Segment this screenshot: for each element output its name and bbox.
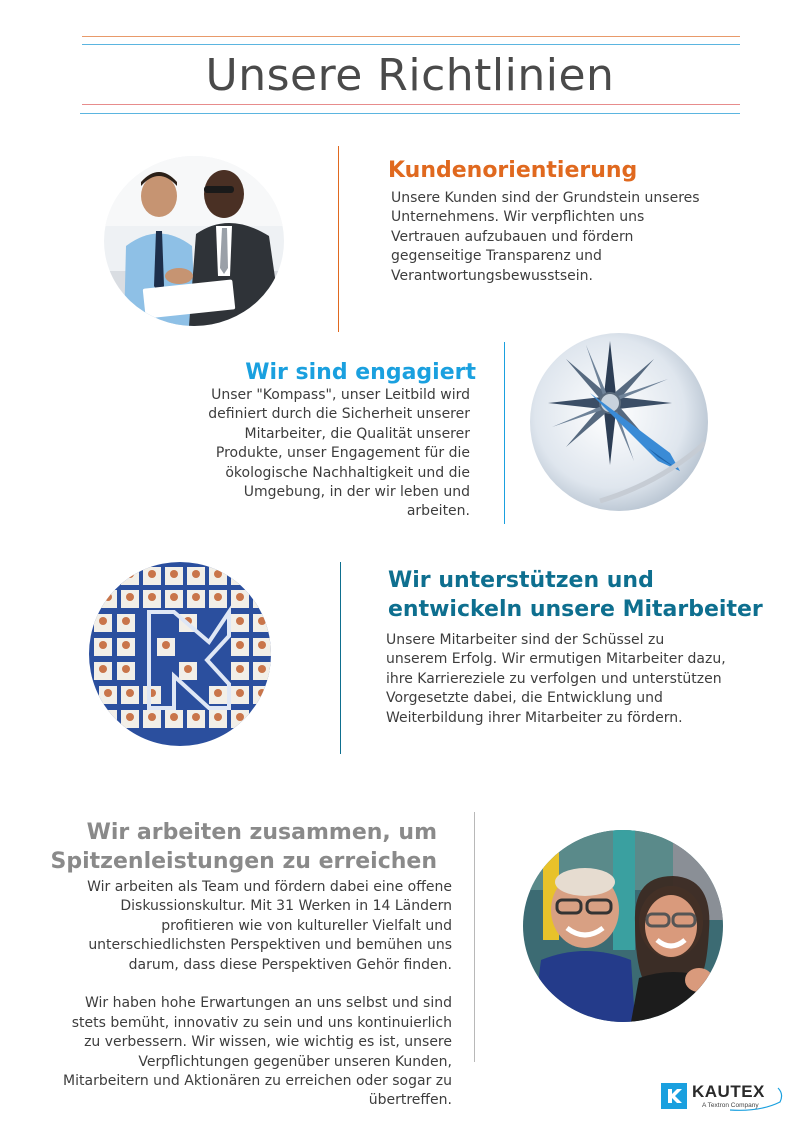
section-3-text [386, 631, 766, 728]
section-2-heading: Wir sind engagiert [245, 360, 476, 385]
section-3-heading-line-1: Wir unterstützen und [388, 568, 654, 593]
section-4-divider [474, 812, 475, 1062]
header-rule-top-blue [82, 44, 740, 45]
section-3-paragraph: Unsere Mitarbeiter sind der Schüssel zu unserem Erfolg. Wir ermutigen Mitarbeiter dazu, ihre Karriereziele zu verfolgen und unterstützen Vorgesetzte dabei, die Entwicklung und Weiterbildung ihrer Mitarbeiter zu fördern. [386, 632, 726, 726]
section-2-text [170, 386, 470, 522]
section-4-paragraph-2: Wir haben hohe Erwartungen an uns selbst und sind stets bemüht, innovativ zu sein und uns kontinuierlich zu verbessern. Wir wissen, wie wichtig es ist, unsere Verpflichtungen gegenüber unseren Kunden, Mitarbeitern und Aktionären zu erreichen oder sogar zu übertreffen. [63, 995, 452, 1109]
section-3-heading-line-2: entwickeln unsere Mitarbeiter [388, 597, 763, 622]
header-rule-bottom-blue [80, 113, 740, 114]
section-2-paragraph: Unser "Kompass", unser Leitbild wird definiert durch die Sicherheit unserer Mitarbeiter, die Qualität unserer Produkte, unser Engagement für die ökologische Nachhaltigkeit und die Umgebung, in der wir leben und arbeiten. [208, 387, 470, 520]
kautex-logo [660, 1080, 784, 1114]
section-4-text [40, 878, 452, 1111]
section-1-paragraph: Unsere Kunden sind der Grundstein unseres Unternehmens. Wir verpflichten uns Vertrauen aufzubauen und fördern gegenseitige Transparenz und Verantwortungsbewusstsein. [391, 190, 700, 284]
section-2-divider [504, 342, 505, 524]
logo-brand: KAUTEX [692, 1082, 765, 1101]
section-1-heading: Kundenorientierung [388, 158, 638, 183]
team-selfie-photo [523, 830, 723, 1022]
section-4-heading-line-2: Spitzenleistungen zu erreichen [50, 849, 437, 874]
section-3-divider [340, 562, 341, 754]
header-rule-bottom-pink [82, 104, 740, 105]
employee-wall-photo [89, 562, 271, 746]
section-4-heading-line-1: Wir arbeiten zusammen, um [86, 820, 437, 845]
section-1-text [391, 189, 731, 286]
logo-tagline: A Textron Company [702, 1102, 759, 1109]
business-meeting-photo [104, 156, 284, 326]
section-4-paragraph-1: Wir arbeiten als Team und fördern dabei eine offene Diskussionskultur. Mit 31 Werken in 14 Ländern profitieren wie von kultureller Vielfalt und unterschiedlichsten Perspektiven und bemühen uns darum, dass diese Perspektiven Gehör finden. [87, 879, 452, 973]
compass-photo [530, 333, 708, 511]
header-rule-top-orange [82, 36, 740, 37]
page-title: Unsere Richtlinien [205, 50, 615, 101]
section-1-divider [338, 146, 339, 332]
